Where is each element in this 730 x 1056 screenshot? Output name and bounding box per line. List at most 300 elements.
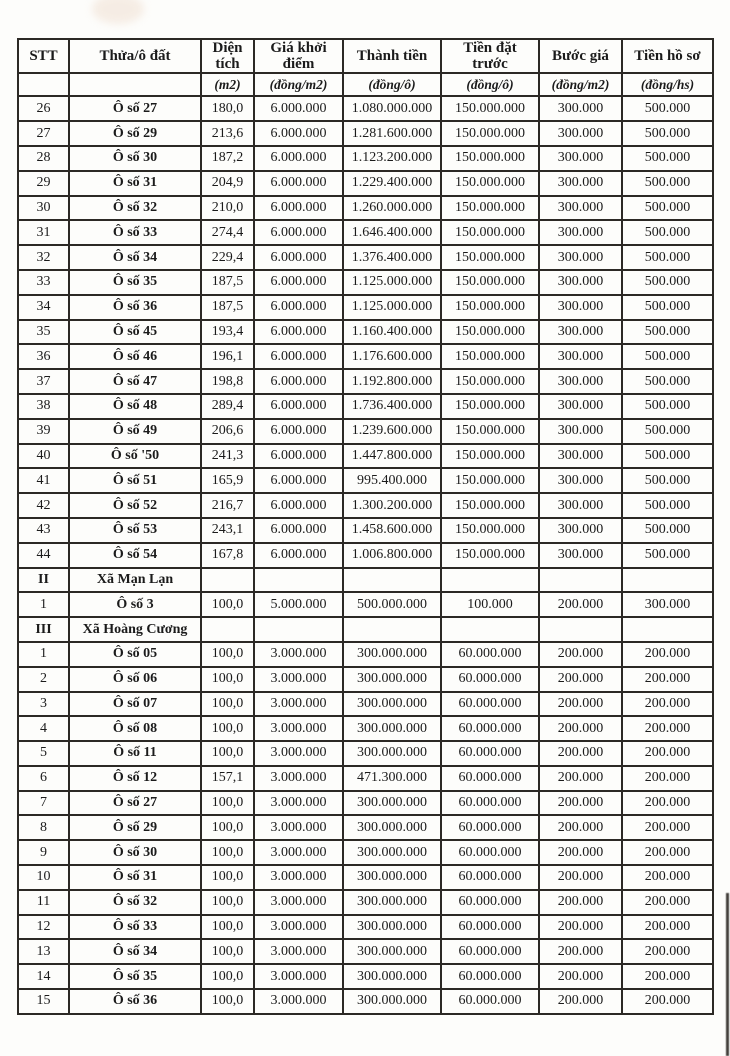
cell-col-deposit: 150.000.000: [441, 543, 539, 568]
cell-col-start-price: 6.000.000: [254, 171, 343, 196]
cell-col-total: 1.260.000.000: [343, 196, 441, 221]
table-row: [18, 915, 713, 940]
cell-col-step: 300.000: [539, 468, 622, 493]
cell-col-step: 300.000: [539, 196, 622, 221]
scan-smudge-artifact: [92, 0, 144, 24]
cell-col-start-price: 3.000.000: [254, 939, 343, 964]
cell-col-start-price: 6.000.000: [254, 394, 343, 419]
cell-col-stt: II: [18, 568, 69, 593]
cell-col-start-price: 3.000.000: [254, 692, 343, 717]
cell-col-start-price: 6.000.000: [254, 493, 343, 518]
cell-col-stt: 34: [18, 295, 69, 320]
cell-col-step: 200.000: [539, 815, 622, 840]
table-row: [18, 692, 713, 717]
cell-col-stt: 11: [18, 890, 69, 915]
cell-col-total: 300.000.000: [343, 791, 441, 816]
cell-col-plot: Ô số 12: [69, 766, 201, 791]
cell-col-plot: Ô số 33: [69, 220, 201, 245]
cell-col-deposit: 60.000.000: [441, 890, 539, 915]
cell-col-step: 300.000: [539, 419, 622, 444]
cell-col-plot: Ô số 32: [69, 196, 201, 221]
cell-col-plot: Ô số 06: [69, 667, 201, 692]
cell-col-deposit: 60.000.000: [441, 865, 539, 890]
cell-col-area: 187,2: [201, 146, 254, 171]
table-row: [18, 840, 713, 865]
cell-col-stt: 6: [18, 766, 69, 791]
cell-col-area: 243,1: [201, 518, 254, 543]
cell-col-step: 200.000: [539, 939, 622, 964]
cell-col-stt: 44: [18, 543, 69, 568]
cell-col-start-price: 3.000.000: [254, 791, 343, 816]
cell-col-fee: 200.000: [622, 865, 713, 890]
cell-col-total: 1.239.600.000: [343, 419, 441, 444]
cell-col-deposit: 60.000.000: [441, 791, 539, 816]
cell-col-step: 300.000: [539, 543, 622, 568]
column-unit: (đồng/m2): [539, 73, 622, 96]
cell-col-step: 200.000: [539, 865, 622, 890]
cell-col-plot: Ô số 35: [69, 270, 201, 295]
cell-col-plot: Ô số 47: [69, 369, 201, 394]
table-row: [18, 716, 713, 741]
cell-col-fee: 200.000: [622, 840, 713, 865]
cell-col-step: 200.000: [539, 766, 622, 791]
cell-col-deposit: 150.000.000: [441, 295, 539, 320]
cell-col-fee: 500.000: [622, 468, 713, 493]
cell-col-area: 100,0: [201, 791, 254, 816]
cell-col-start-price: 6.000.000: [254, 468, 343, 493]
cell-col-stt: 43: [18, 518, 69, 543]
cell-col-plot: Ô số 05: [69, 642, 201, 667]
cell-col-start-price: 3.000.000: [254, 766, 343, 791]
cell-col-start-price: 6.000.000: [254, 121, 343, 146]
cell-col-start-price: 3.000.000: [254, 840, 343, 865]
table-row: [18, 344, 713, 369]
cell-col-deposit: 150.000.000: [441, 518, 539, 543]
cell-col-step: 300.000: [539, 270, 622, 295]
table-row: [18, 592, 713, 617]
cell-col-stt: III: [18, 617, 69, 642]
cell-col-deposit: 150.000.000: [441, 245, 539, 270]
cell-col-total: [343, 568, 441, 593]
cell-col-stt: 32: [18, 245, 69, 270]
cell-col-step: 300.000: [539, 320, 622, 345]
cell-col-plot: Ô số 33: [69, 915, 201, 940]
cell-col-area: 206,6: [201, 419, 254, 444]
cell-col-stt: 33: [18, 270, 69, 295]
cell-col-total: 300.000.000: [343, 741, 441, 766]
cell-col-total: 300.000.000: [343, 716, 441, 741]
cell-col-deposit: 60.000.000: [441, 964, 539, 989]
cell-col-area: 196,1: [201, 344, 254, 369]
cell-col-fee: 500.000: [622, 419, 713, 444]
table-row: [18, 766, 713, 791]
cell-col-start-price: 5.000.000: [254, 592, 343, 617]
cell-col-step: 300.000: [539, 295, 622, 320]
column-unit: (đồng/hs): [622, 73, 713, 96]
cell-col-plot: Xã Mạn Lạn: [69, 568, 201, 593]
cell-col-area: 165,9: [201, 468, 254, 493]
cell-col-step: 300.000: [539, 444, 622, 469]
column-header: Diện tích: [201, 39, 254, 73]
cell-col-deposit: 150.000.000: [441, 444, 539, 469]
cell-col-deposit: 60.000.000: [441, 716, 539, 741]
cell-col-fee: 200.000: [622, 989, 713, 1014]
table-row: [18, 320, 713, 345]
cell-col-total: 300.000.000: [343, 865, 441, 890]
cell-col-plot: Ô số 31: [69, 865, 201, 890]
cell-col-total: 1.300.200.000: [343, 493, 441, 518]
cell-col-total: 1.160.400.000: [343, 320, 441, 345]
column-unit: [69, 73, 201, 96]
cell-col-stt: 1: [18, 642, 69, 667]
cell-col-plot: Ô số 29: [69, 815, 201, 840]
cell-col-deposit: 60.000.000: [441, 840, 539, 865]
cell-col-start-price: 6.000.000: [254, 344, 343, 369]
cell-col-step: 300.000: [539, 245, 622, 270]
cell-col-total: 471.300.000: [343, 766, 441, 791]
cell-col-stt: 7: [18, 791, 69, 816]
cell-col-deposit: 150.000.000: [441, 220, 539, 245]
cell-col-area: 204,9: [201, 171, 254, 196]
cell-col-start-price: 3.000.000: [254, 989, 343, 1014]
cell-col-area: 100,0: [201, 989, 254, 1014]
cell-col-total: 500.000.000: [343, 592, 441, 617]
cell-col-step: 300.000: [539, 146, 622, 171]
table-row: [18, 791, 713, 816]
table-row: [18, 518, 713, 543]
column-unit: (đồng/ô): [441, 73, 539, 96]
cell-col-stt: 27: [18, 121, 69, 146]
cell-col-total: 1.006.800.000: [343, 543, 441, 568]
cell-col-deposit: [441, 568, 539, 593]
cell-col-step: 200.000: [539, 716, 622, 741]
cell-col-plot: Ô số 34: [69, 939, 201, 964]
cell-col-plot: Ô số 27: [69, 96, 201, 121]
cell-col-step: [539, 617, 622, 642]
table-row: [18, 220, 713, 245]
cell-col-stt: 38: [18, 394, 69, 419]
cell-col-start-price: 6.000.000: [254, 196, 343, 221]
cell-col-plot: Ô số 54: [69, 543, 201, 568]
cell-col-area: 100,0: [201, 840, 254, 865]
cell-col-area: 100,0: [201, 592, 254, 617]
cell-col-area: 187,5: [201, 270, 254, 295]
cell-col-area: 100,0: [201, 667, 254, 692]
cell-col-plot: Ô số 51: [69, 468, 201, 493]
cell-col-plot: Ô số 11: [69, 741, 201, 766]
table-row: [18, 295, 713, 320]
cell-col-start-price: 6.000.000: [254, 245, 343, 270]
cell-col-fee: 200.000: [622, 716, 713, 741]
column-header: Tiền đặt trước: [441, 39, 539, 73]
cell-col-fee: 200.000: [622, 964, 713, 989]
cell-col-stt: 28: [18, 146, 69, 171]
cell-col-fee: 500.000: [622, 121, 713, 146]
cell-col-fee: 200.000: [622, 939, 713, 964]
table-row: [18, 890, 713, 915]
cell-col-plot: Ô số 32: [69, 890, 201, 915]
cell-col-start-price: 3.000.000: [254, 890, 343, 915]
cell-col-stt: 31: [18, 220, 69, 245]
cell-col-total: 300.000.000: [343, 642, 441, 667]
cell-col-deposit: 60.000.000: [441, 741, 539, 766]
cell-col-stt: 1: [18, 592, 69, 617]
cell-col-deposit: 60.000.000: [441, 692, 539, 717]
cell-col-fee: 500.000: [622, 196, 713, 221]
cell-col-stt: 30: [18, 196, 69, 221]
cell-col-plot: Ô số 48: [69, 394, 201, 419]
cell-col-total: 300.000.000: [343, 890, 441, 915]
cell-col-stt: 26: [18, 96, 69, 121]
table-row: [18, 196, 713, 221]
cell-col-deposit: 60.000.000: [441, 667, 539, 692]
cell-col-area: 100,0: [201, 964, 254, 989]
cell-col-step: 200.000: [539, 989, 622, 1014]
cell-col-plot: Ô số 46: [69, 344, 201, 369]
cell-col-total: 300.000.000: [343, 915, 441, 940]
cell-col-area: 100,0: [201, 865, 254, 890]
table-row: [18, 96, 713, 121]
column-unit: (đồng/m2): [254, 73, 343, 96]
cell-col-step: 300.000: [539, 493, 622, 518]
cell-col-step: 300.000: [539, 394, 622, 419]
cell-col-fee: 200.000: [622, 667, 713, 692]
cell-col-step: 300.000: [539, 220, 622, 245]
cell-col-start-price: 3.000.000: [254, 815, 343, 840]
table-row: [18, 369, 713, 394]
cell-col-fee: 200.000: [622, 692, 713, 717]
cell-col-plot: Ô số 27: [69, 791, 201, 816]
cell-col-plot: Ô số 30: [69, 146, 201, 171]
cell-col-step: 200.000: [539, 964, 622, 989]
cell-col-stt: 42: [18, 493, 69, 518]
cell-col-total: 1.736.400.000: [343, 394, 441, 419]
cell-col-total: 1.192.800.000: [343, 369, 441, 394]
cell-col-plot: Ô số 31: [69, 171, 201, 196]
cell-col-fee: 500.000: [622, 270, 713, 295]
cell-col-stt: 14: [18, 964, 69, 989]
cell-col-stt: 13: [18, 939, 69, 964]
cell-col-area: 100,0: [201, 815, 254, 840]
cell-col-fee: 500.000: [622, 96, 713, 121]
cell-col-fee: 500.000: [622, 171, 713, 196]
section-row: [18, 568, 713, 593]
cell-col-stt: 36: [18, 344, 69, 369]
table-row: [18, 741, 713, 766]
cell-col-stt: 15: [18, 989, 69, 1014]
cell-col-deposit: [441, 617, 539, 642]
cell-col-start-price: 3.000.000: [254, 716, 343, 741]
column-header: Thành tiền: [343, 39, 441, 73]
cell-col-fee: 200.000: [622, 642, 713, 667]
cell-col-total: 300.000.000: [343, 989, 441, 1014]
table-row: [18, 171, 713, 196]
cell-col-area: 157,1: [201, 766, 254, 791]
cell-col-deposit: 150.000.000: [441, 468, 539, 493]
cell-col-fee: 500.000: [622, 493, 713, 518]
table-row: [18, 667, 713, 692]
table-row: [18, 865, 713, 890]
cell-col-fee: 200.000: [622, 766, 713, 791]
cell-col-start-price: 6.000.000: [254, 444, 343, 469]
table-row: [18, 989, 713, 1014]
section-row: [18, 617, 713, 642]
cell-col-start-price: 3.000.000: [254, 964, 343, 989]
cell-col-deposit: 150.000.000: [441, 419, 539, 444]
cell-col-step: 200.000: [539, 915, 622, 940]
cell-col-area: 100,0: [201, 915, 254, 940]
cell-col-start-price: 6.000.000: [254, 543, 343, 568]
cell-col-step: 200.000: [539, 791, 622, 816]
column-header: Thửa/ô đất: [69, 39, 201, 73]
cell-col-fee: 500.000: [622, 320, 713, 345]
cell-col-start-price: 6.000.000: [254, 320, 343, 345]
cell-col-area: 100,0: [201, 692, 254, 717]
cell-col-plot: Ô số 49: [69, 419, 201, 444]
cell-col-step: 200.000: [539, 667, 622, 692]
table-row: [18, 419, 713, 444]
cell-col-stt: 3: [18, 692, 69, 717]
cell-col-plot: Ô số 29: [69, 121, 201, 146]
cell-col-area: 100,0: [201, 642, 254, 667]
cell-col-fee: 500.000: [622, 543, 713, 568]
cell-col-stt: 8: [18, 815, 69, 840]
cell-col-fee: 200.000: [622, 915, 713, 940]
table-row: [18, 444, 713, 469]
cell-col-deposit: 150.000.000: [441, 146, 539, 171]
cell-col-area: 100,0: [201, 890, 254, 915]
cell-col-area: 289,4: [201, 394, 254, 419]
cell-col-step: 200.000: [539, 592, 622, 617]
cell-col-start-price: [254, 568, 343, 593]
cell-col-total: 300.000.000: [343, 692, 441, 717]
cell-col-plot: Ô số 45: [69, 320, 201, 345]
cell-col-step: 300.000: [539, 171, 622, 196]
table-row: [18, 245, 713, 270]
cell-col-area: 180,0: [201, 96, 254, 121]
cell-col-total: 1.376.400.000: [343, 245, 441, 270]
cell-col-fee: 500.000: [622, 394, 713, 419]
cell-col-start-price: 6.000.000: [254, 146, 343, 171]
cell-col-stt: 35: [18, 320, 69, 345]
cell-col-deposit: 150.000.000: [441, 171, 539, 196]
column-header: Tiền hồ sơ: [622, 39, 713, 73]
cell-col-total: 1.176.600.000: [343, 344, 441, 369]
scan-edge-streak-artifact: [726, 893, 729, 1056]
cell-col-plot: Xã Hoàng Cương: [69, 617, 201, 642]
cell-col-plot: Ô số 53: [69, 518, 201, 543]
cell-col-deposit: 60.000.000: [441, 915, 539, 940]
cell-col-fee: 500.000: [622, 344, 713, 369]
cell-col-fee: 200.000: [622, 791, 713, 816]
cell-col-deposit: 150.000.000: [441, 394, 539, 419]
cell-col-total: 1.646.400.000: [343, 220, 441, 245]
cell-col-start-price: 6.000.000: [254, 419, 343, 444]
cell-col-plot: Ô số 35: [69, 964, 201, 989]
cell-col-step: 300.000: [539, 369, 622, 394]
table-row: [18, 121, 713, 146]
cell-col-step: 300.000: [539, 121, 622, 146]
cell-col-area: 167,8: [201, 543, 254, 568]
cell-col-total: 1.229.400.000: [343, 171, 441, 196]
cell-col-start-price: [254, 617, 343, 642]
cell-col-fee: 500.000: [622, 146, 713, 171]
cell-col-start-price: 3.000.000: [254, 642, 343, 667]
cell-col-fee: 200.000: [622, 890, 713, 915]
cell-col-total: 1.281.600.000: [343, 121, 441, 146]
table-row: [18, 468, 713, 493]
cell-col-step: 200.000: [539, 692, 622, 717]
cell-col-deposit: 60.000.000: [441, 642, 539, 667]
cell-col-deposit: 150.000.000: [441, 196, 539, 221]
cell-col-area: 274,4: [201, 220, 254, 245]
cell-col-deposit: 60.000.000: [441, 815, 539, 840]
cell-col-fee: 500.000: [622, 220, 713, 245]
cell-col-total: 300.000.000: [343, 667, 441, 692]
column-header: Bước giá: [539, 39, 622, 73]
column-header: STT: [18, 39, 69, 73]
table-row: [18, 939, 713, 964]
cell-col-fee: 500.000: [622, 245, 713, 270]
cell-col-area: 100,0: [201, 939, 254, 964]
table-row: [18, 493, 713, 518]
cell-col-stt: 10: [18, 865, 69, 890]
cell-col-area: 187,5: [201, 295, 254, 320]
cell-col-total: 1.125.000.000: [343, 270, 441, 295]
cell-col-fee: [622, 568, 713, 593]
cell-col-plot: Ô số '50: [69, 444, 201, 469]
column-header: Giá khởi điểm: [254, 39, 343, 73]
cell-col-total: 1.080.000.000: [343, 96, 441, 121]
cell-col-total: 300.000.000: [343, 939, 441, 964]
cell-col-area: 100,0: [201, 716, 254, 741]
cell-col-plot: Ô số 36: [69, 989, 201, 1014]
table-header: [18, 39, 713, 96]
cell-col-deposit: 150.000.000: [441, 96, 539, 121]
cell-col-deposit: 100.000: [441, 592, 539, 617]
header-unit-row: [18, 73, 713, 96]
cell-col-start-price: 3.000.000: [254, 865, 343, 890]
cell-col-area: 241,3: [201, 444, 254, 469]
cell-col-start-price: 3.000.000: [254, 915, 343, 940]
cell-col-area: 210,0: [201, 196, 254, 221]
cell-col-deposit: 150.000.000: [441, 320, 539, 345]
cell-col-area: 229,4: [201, 245, 254, 270]
cell-col-start-price: 6.000.000: [254, 295, 343, 320]
cell-col-start-price: 3.000.000: [254, 741, 343, 766]
cell-col-deposit: 150.000.000: [441, 270, 539, 295]
cell-col-total: 995.400.000: [343, 468, 441, 493]
cell-col-plot: Ô số 07: [69, 692, 201, 717]
auction-table: [17, 38, 714, 1015]
cell-col-total: 1.125.000.000: [343, 295, 441, 320]
cell-col-step: 300.000: [539, 344, 622, 369]
table-row: [18, 543, 713, 568]
cell-col-fee: [622, 617, 713, 642]
cell-col-plot: Ô số 36: [69, 295, 201, 320]
cell-col-deposit: 60.000.000: [441, 939, 539, 964]
column-unit: (m2): [201, 73, 254, 96]
cell-col-area: [201, 617, 254, 642]
table-row: [18, 815, 713, 840]
cell-col-fee: 200.000: [622, 815, 713, 840]
cell-col-start-price: 6.000.000: [254, 96, 343, 121]
table-body: [18, 96, 713, 1013]
cell-col-area: 216,7: [201, 493, 254, 518]
cell-col-start-price: 3.000.000: [254, 667, 343, 692]
cell-col-total: 300.000.000: [343, 964, 441, 989]
cell-col-total: 1.458.600.000: [343, 518, 441, 543]
